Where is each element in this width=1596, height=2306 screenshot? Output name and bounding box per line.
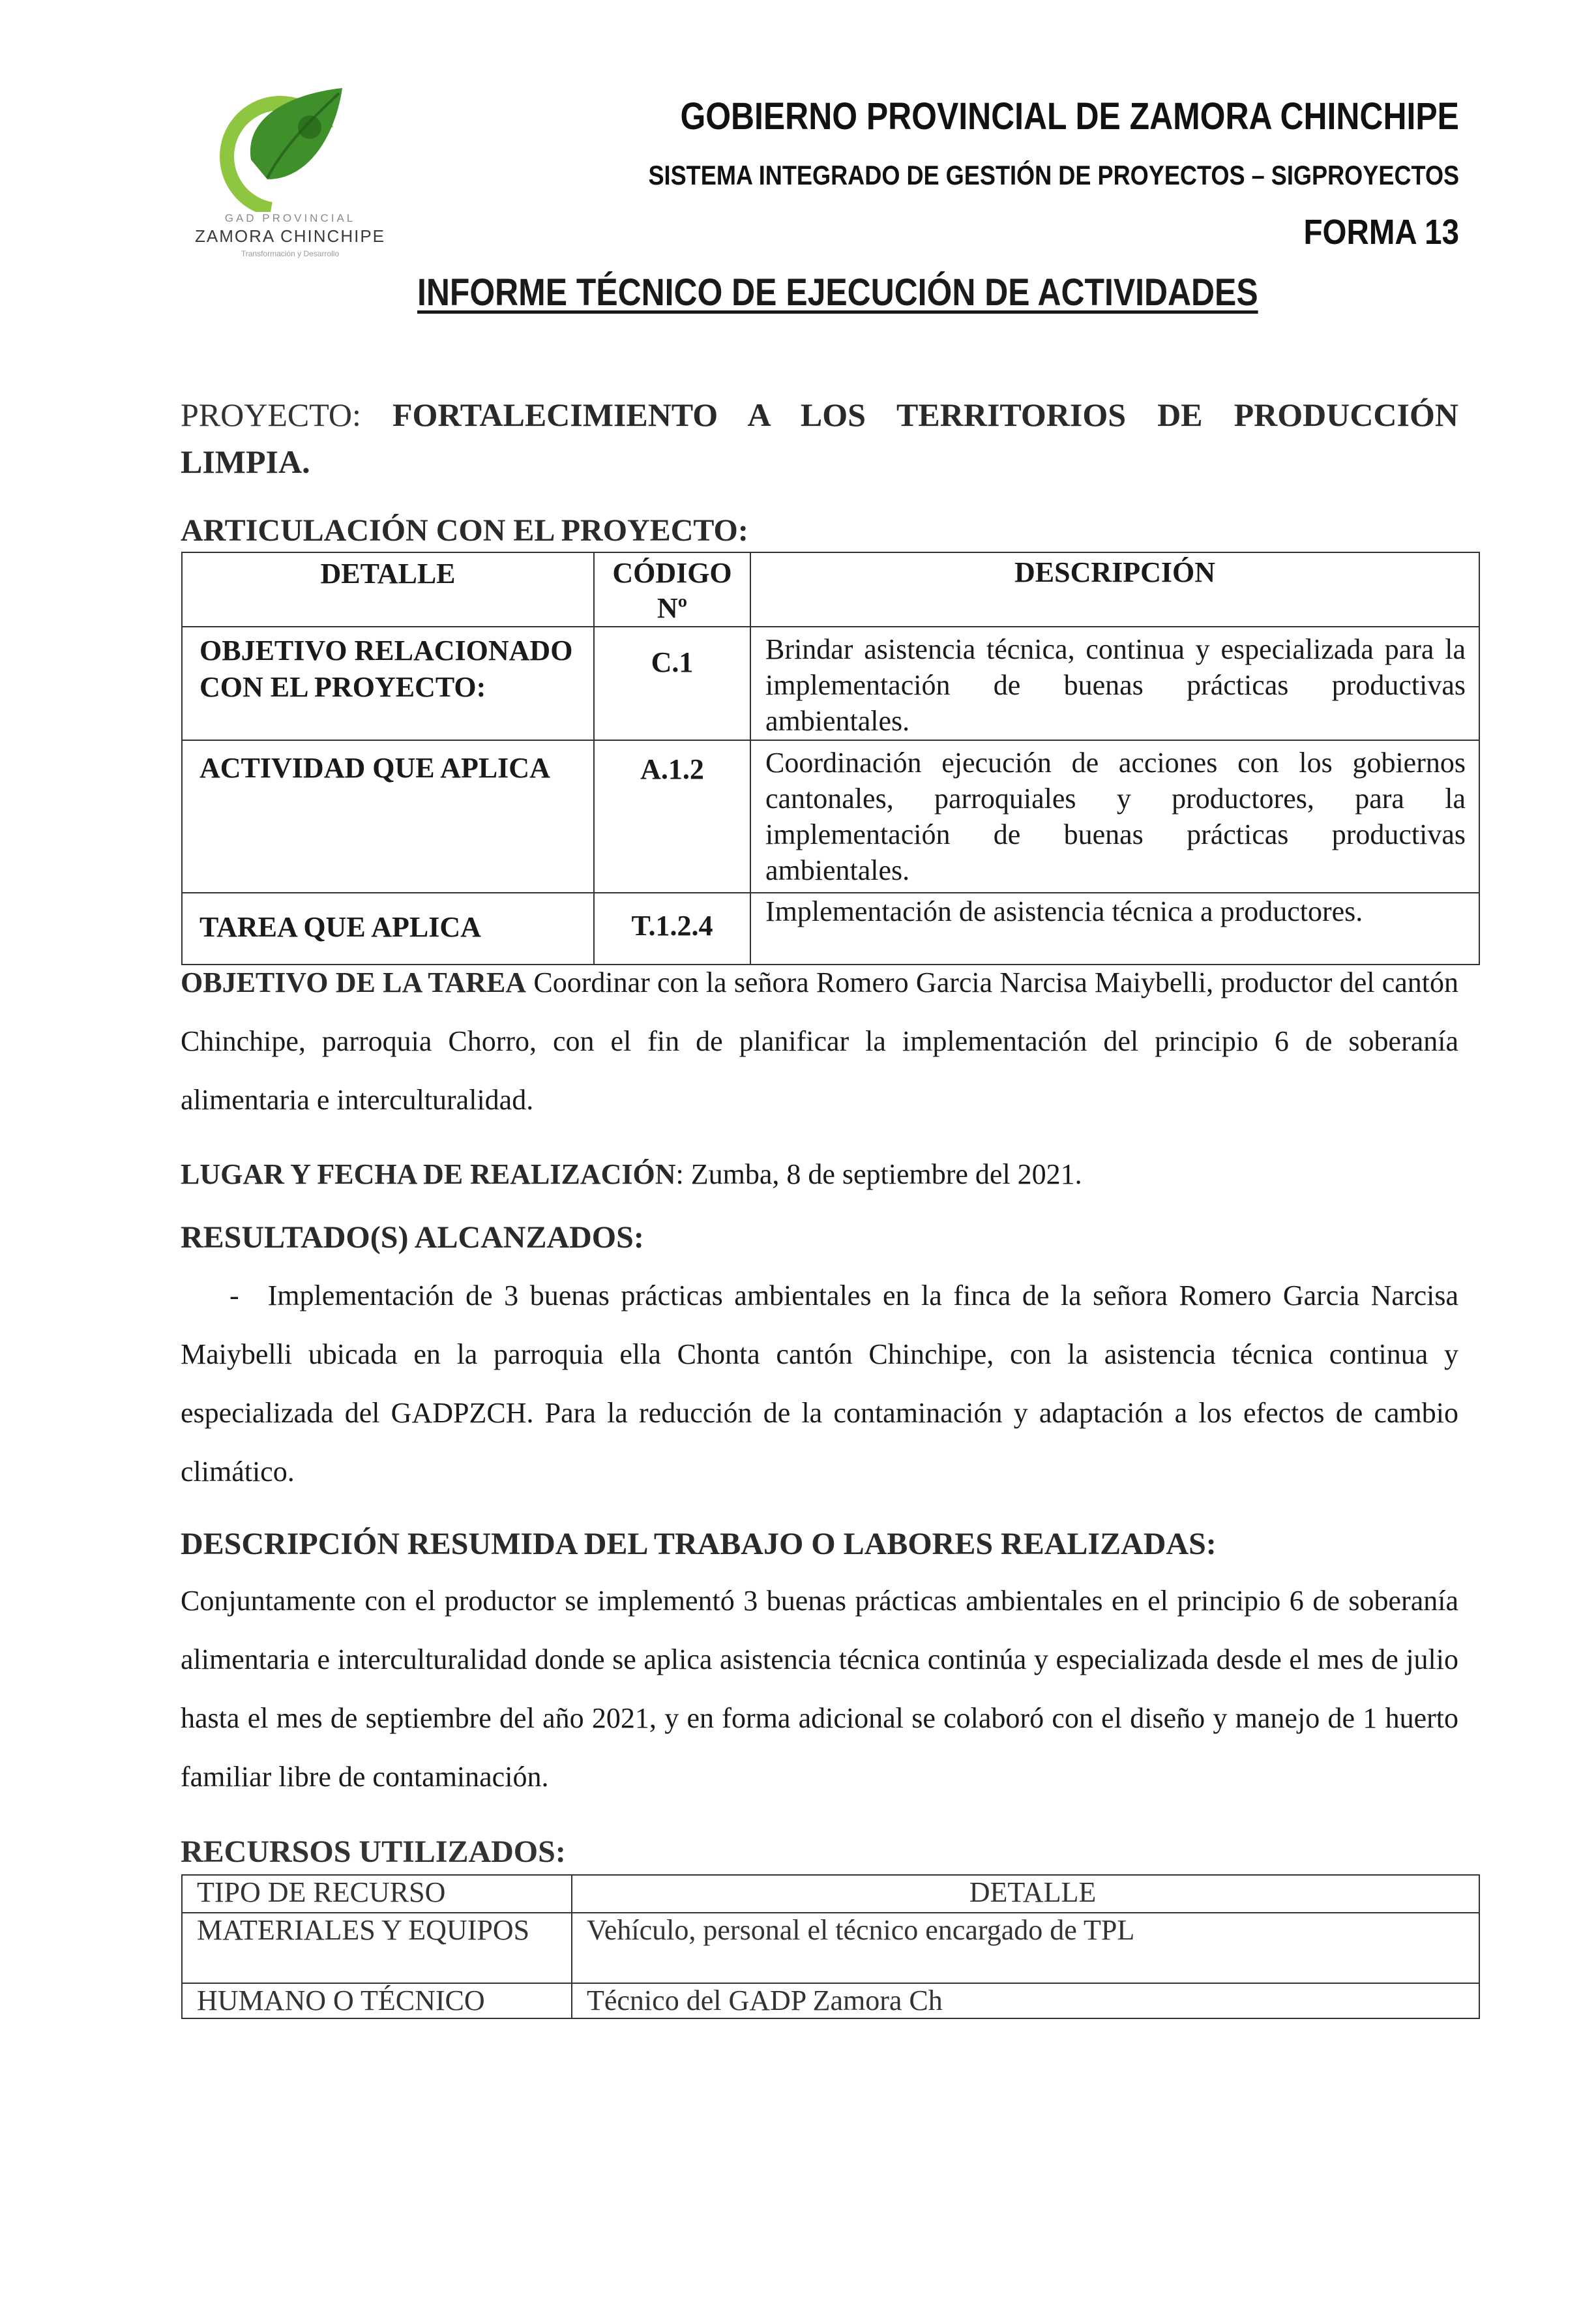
report-title: INFORME TÉCNICO DE EJECUCIÓN DE ACTIVIDADES [417,271,1258,314]
description-cell: Implementación de asistencia técnica a productores. [750,893,1479,965]
resource-detail-cell: Vehículo, personal el técnico encargado de TPL [572,1913,1479,1983]
articulation-heading: ARTICULACIÓN CON EL PROYECTO: [181,513,748,548]
government-title: GOBIERNO PROVINCIAL DE ZAMORA CHINCHIPE [680,95,1459,138]
work-summary-heading: DESCRIPCIÓN RESUMIDA DEL TRABAJO O LABORES REALIZADAS: [181,1527,1217,1561]
articulation-table [181,552,1480,965]
logo-caption-top: GAD PROVINCIAL [224,212,356,224]
resource-detail-cell: Técnico del GADP Zamora Ch [572,1983,1479,2018]
code-cell: T.1.2.4 [594,893,750,965]
leaf-logo-icon [205,82,375,212]
work-summary-text: Conjuntamente con el productor se implementó 3 buenas prácticas ambientales en el principio 6 de soberanía alimentaria e interculturalidad donde se aplica asistencia técnica continúa y especializada desde el mes de julio hasta el mes de septiembre del año 2021, y en forma adicional se colaboró con el diseño y manejo de 1 huerto familiar libre de contaminación. [181,1585,1458,1793]
column-header-descripcion: DESCRIPCIÓN [750,552,1479,627]
task-objective-text: Coordinar con la señora Romero Garcia Narcisa Maiybelli, productor del cantón Chinchipe, parroquia Chorro, con el fin de planificar la implementación del principio 6 de soberanía alimentaria e interculturalidad. [181,966,1459,1116]
project-name-line1: FORTALECIMIENTO A LOS TERRITORIOS DE PRODUCCIÓN [392,397,1458,433]
table-header-row [182,552,1479,627]
result-item-text: Implementación de 3 buenas prácticas ambientales en la finca de la señora Romero Garcia Narcisa Maiybelli ubicada en la parroquia ella Chonta cantón Chinchipe, con la asistencia técnica continua y especializada del GADPZCH. Para la reducción de la contaminación y adaptación a los efectos de cambio climático. [181,1280,1458,1488]
table-row [182,740,1479,893]
resource-type-cell: MATERIALES Y EQUIPOS [182,1913,572,1983]
table-row [182,627,1479,740]
task-objective-label: OBJETIVO DE LA TAREA [181,966,527,998]
description-cell: Brindar asistencia técnica, continua y especializada para la implementación de buenas prácticas productivas ambientales. [750,627,1479,740]
resource-type-cell: HUMANO O TÉCNICO [182,1983,572,2018]
table-row [182,1913,1479,1983]
detail-cell: TAREA QUE APLICA [182,893,594,965]
project-name-line2: LIMPIA. [181,443,310,480]
table-header-row [182,1875,1479,1913]
form-number: FORMA 13 [1303,213,1459,252]
logo-caption-main: ZAMORA CHINCHIPE [194,226,386,246]
task-objective [181,953,1458,1130]
description-cell: Coordinación ejecución de acciones con los gobiernos cantonales, parroquiales y productores, para la implementación de buenas prácticas productivas ambientales. [750,740,1479,893]
code-cell: A.1.2 [594,740,750,893]
system-subtitle: SISTEMA INTEGRADO DE GESTIÓN DE PROYECTOS – SIGPROYECTOS [648,160,1459,190]
gad-logo [186,82,394,271]
place-date-text: Zumba, 8 de septiembre del 2021. [690,1158,1082,1190]
result-item: - Implementación de 3 buenas prácticas ambientales en la finca de la señora Romero Garcia Narcisa Maiybelli ubicada en la parroquia ella Chonta cantón Chinchipe, con la asistencia técnica continua y especializada del GADPZCH. Para la reducción de la contaminación y adaptación a los efectos de cambio climático. [181,1280,1458,1488]
resources-heading: RECURSOS UTILIZADOS: [181,1834,566,1869]
logo-caption-tagline: Transformación y Desarrollo [241,249,340,258]
column-header-detalle: DETALLE [182,552,594,627]
project-label: PROYECTO: [181,397,361,433]
detail-cell: OBJETIVO RELACIONADO CON EL PROYECTO: [182,627,594,740]
column-header-codigo: CÓDIGO Nº [594,552,750,627]
column-header-detalle: DETALLE [572,1875,1479,1913]
table-row [182,1983,1479,2018]
place-date-label: LUGAR Y FECHA DE REALIZACIÓN [181,1158,676,1190]
results-heading: RESULTADO(S) ALCANZADOS: [181,1220,644,1255]
resources-table [181,1874,1480,2019]
code-cell: C.1 [594,627,750,740]
place-date: LUGAR Y FECHA DE REALIZACIÓN: Zumba, 8 de septiembre del 2021. [181,1158,1082,1190]
detail-cell: ACTIVIDAD QUE APLICA [182,740,594,893]
column-header-tipo: TIPO DE RECURSO [182,1875,572,1913]
project-line [181,391,1458,438]
